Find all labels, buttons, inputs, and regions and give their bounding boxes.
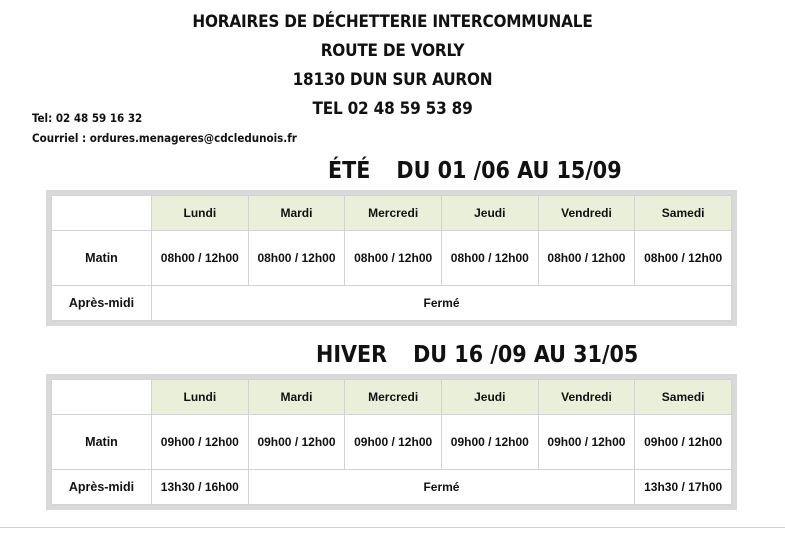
hours-cell: 09h00 / 12h00 (635, 415, 732, 470)
hours-cell: 08h00 / 12h00 (538, 231, 635, 286)
summer-schedule-table (46, 190, 737, 326)
hours-cell: 13h30 / 17h00 (635, 470, 732, 505)
table-corner-cell (52, 380, 152, 415)
summer-date-range: DU 01 /06 AU 15/09 (396, 158, 622, 184)
day-header: Mercredi (345, 196, 442, 231)
summer-heading (328, 158, 622, 184)
hours-cell: 09h00 / 12h00 (248, 415, 345, 470)
hours-cell: 09h00 / 12h00 (152, 415, 249, 470)
table-corner-cell (52, 196, 152, 231)
day-header: Samedi (635, 196, 732, 231)
row-label-morning: Matin (52, 415, 152, 470)
row-label-afternoon: Après-midi (52, 470, 152, 505)
day-header: Mardi (248, 196, 345, 231)
hours-cell: 08h00 / 12h00 (441, 231, 538, 286)
closed-cell: Fermé (152, 286, 732, 321)
hours-cell: 09h00 / 12h00 (441, 415, 538, 470)
table-row-morning (52, 415, 732, 470)
table-row-afternoon (52, 470, 732, 505)
day-header: Lundi (152, 380, 249, 415)
title-phone: TEL 02 48 59 53 89 (312, 99, 473, 119)
winter-schedule-table (46, 374, 737, 510)
hours-cell: 08h00 / 12h00 (152, 231, 249, 286)
hours-cell: 13h30 / 16h00 (152, 470, 249, 505)
day-header: Samedi (635, 380, 732, 415)
hours-cell: 08h00 / 12h00 (635, 231, 732, 286)
hours-cell: 08h00 / 12h00 (345, 231, 442, 286)
table-row-afternoon (52, 286, 732, 321)
winter-heading (316, 342, 638, 368)
contact-tel: Tel: 02 48 59 16 32 (32, 111, 143, 125)
title-address: ROUTE DE VORLY (320, 41, 465, 61)
row-label-afternoon: Après-midi (52, 286, 152, 321)
bottom-divider (0, 527, 785, 528)
table-header-row (52, 380, 732, 415)
table-row-morning (52, 231, 732, 286)
hours-cell: 08h00 / 12h00 (248, 231, 345, 286)
hours-cell: 09h00 / 12h00 (345, 415, 442, 470)
day-header: Mercredi (345, 380, 442, 415)
summer-season-label: ÉTÉ (328, 158, 371, 184)
title-line-1: HORAIRES DE DÉCHETTERIE INTERCOMMUNALE (192, 12, 593, 32)
winter-date-range: DU 16 /09 AU 31/05 (413, 342, 639, 368)
hours-cell: 09h00 / 12h00 (538, 415, 635, 470)
closed-cell: Fermé (248, 470, 635, 505)
day-header: Jeudi (441, 196, 538, 231)
day-header: Jeudi (441, 380, 538, 415)
day-header: Vendredi (538, 196, 635, 231)
title-city: 18130 DUN SUR AURON (292, 70, 493, 90)
contact-email: Courriel : ordures.menageres@cdcledunois.fr (32, 131, 297, 145)
day-header: Mardi (248, 380, 345, 415)
winter-season-label: HIVER (316, 342, 388, 368)
day-header: Vendredi (538, 380, 635, 415)
day-header: Lundi (152, 196, 249, 231)
table-header-row (52, 196, 732, 231)
row-label-morning: Matin (52, 231, 152, 286)
